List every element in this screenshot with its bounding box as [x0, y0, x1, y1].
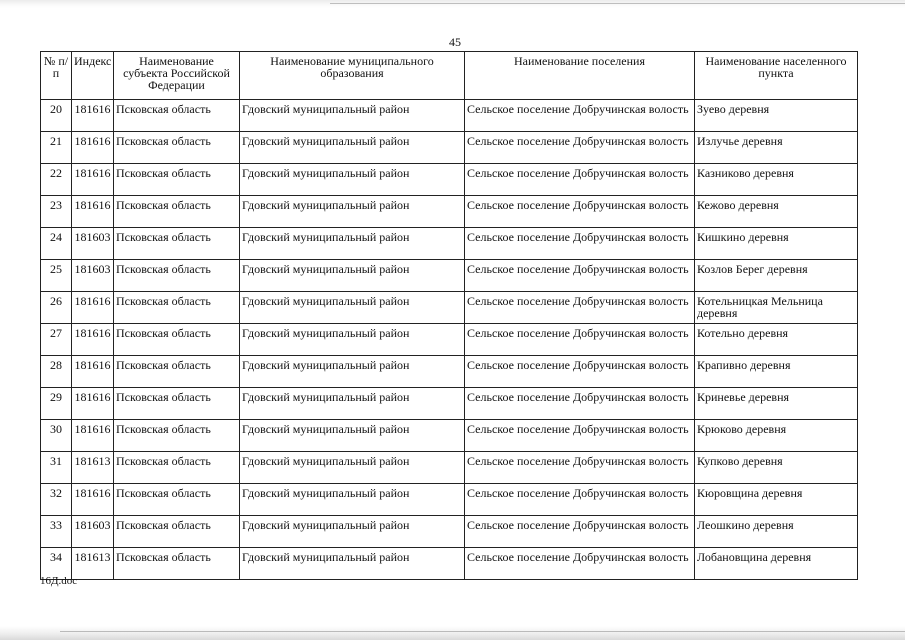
cell-number: 23 [41, 196, 72, 228]
header-municipality: Наименование муниципального образования [240, 52, 465, 100]
cell-settlement: Сельское поселение Добручинская волость [465, 292, 695, 324]
cell-region: Псковская область [114, 452, 240, 484]
cell-locality: Кишкино деревня [695, 228, 858, 260]
cell-locality: Кежово деревня [695, 196, 858, 228]
cell-settlement: Сельское поселение Добручинская волость [465, 356, 695, 388]
cell-region: Псковская область [114, 132, 240, 164]
table-row [41, 484, 858, 516]
cell-settlement: Сельское поселение Добручинская волость [465, 516, 695, 548]
cell-municipality: Гдовский муниципальный район [240, 292, 465, 324]
cell-settlement: Сельское поселение Добручинская волость [465, 484, 695, 516]
table-row [41, 260, 858, 292]
table-row [41, 356, 858, 388]
cell-locality: Купково деревня [695, 452, 858, 484]
cell-number: 33 [41, 516, 72, 548]
cell-settlement: Сельское поселение Добручинская волость [465, 452, 695, 484]
table-row [41, 452, 858, 484]
cell-locality: Лобановщина деревня [695, 548, 858, 580]
cell-region: Псковская область [114, 356, 240, 388]
cell-municipality: Гдовский муниципальный район [240, 164, 465, 196]
cell-locality: Крапивно деревня [695, 356, 858, 388]
cell-number: 26 [41, 292, 72, 324]
cell-region: Псковская область [114, 324, 240, 356]
cell-index: 181613 [72, 452, 114, 484]
cell-index: 181616 [72, 100, 114, 132]
cell-index: 181616 [72, 324, 114, 356]
cell-settlement: Сельское поселение Добручинская волость [465, 196, 695, 228]
cell-settlement: Сельское поселение Добручинская волость [465, 164, 695, 196]
cell-settlement: Сельское поселение Добручинская волость [465, 548, 695, 580]
cell-municipality: Гдовский муниципальный район [240, 356, 465, 388]
cell-municipality: Гдовский муниципальный район [240, 196, 465, 228]
cell-locality: Криневье деревня [695, 388, 858, 420]
table-row [41, 292, 858, 324]
cell-region: Псковская область [114, 420, 240, 452]
header-locality: Наименование населенного пункта [695, 52, 858, 100]
table-header-row [41, 52, 858, 100]
cell-region: Псковская область [114, 484, 240, 516]
cell-number: 24 [41, 228, 72, 260]
cell-settlement: Сельское поселение Добручинская волость [465, 132, 695, 164]
scan-edge-top [0, 0, 905, 8]
cell-index: 181613 [72, 548, 114, 580]
cell-region: Псковская область [114, 164, 240, 196]
cell-index: 181616 [72, 356, 114, 388]
cell-index: 181616 [72, 164, 114, 196]
cell-municipality: Гдовский муниципальный район [240, 228, 465, 260]
cell-index: 181616 [72, 420, 114, 452]
table-row [41, 196, 858, 228]
cell-number: 21 [41, 132, 72, 164]
cell-number: 22 [41, 164, 72, 196]
cell-locality: Котельницкая Мельница деревня [695, 292, 858, 324]
scan-edge-bottom [0, 626, 905, 640]
cell-municipality: Гдовский муниципальный район [240, 132, 465, 164]
cell-index: 181616 [72, 132, 114, 164]
settlement-table [40, 51, 858, 580]
table-row [41, 324, 858, 356]
cell-number: 28 [41, 356, 72, 388]
table-row [41, 516, 858, 548]
cell-region: Псковская область [114, 100, 240, 132]
cell-region: Псковская область [114, 548, 240, 580]
header-index: Индекс [72, 52, 114, 100]
cell-number: 32 [41, 484, 72, 516]
cell-region: Псковская область [114, 228, 240, 260]
cell-municipality: Гдовский муниципальный район [240, 548, 465, 580]
table-row [41, 100, 858, 132]
page-number: 45 [449, 35, 461, 49]
table-row [41, 132, 858, 164]
cell-region: Псковская область [114, 196, 240, 228]
header-number: № п/п [41, 52, 72, 100]
header-region: Наименование субъекта Российской Федерации [114, 52, 240, 100]
cell-locality: Кюровщина деревня [695, 484, 858, 516]
cell-number: 29 [41, 388, 72, 420]
cell-number: 20 [41, 100, 72, 132]
cell-locality: Котельно деревня [695, 324, 858, 356]
cell-index: 181616 [72, 484, 114, 516]
table-row [41, 164, 858, 196]
cell-locality: Излучье деревня [695, 132, 858, 164]
footer-filename: 16Д.doc [40, 575, 78, 587]
table-row [41, 228, 858, 260]
cell-number: 25 [41, 260, 72, 292]
cell-index: 181616 [72, 388, 114, 420]
cell-municipality: Гдовский муниципальный район [240, 452, 465, 484]
cell-municipality: Гдовский муниципальный район [240, 260, 465, 292]
cell-locality: Леошкино деревня [695, 516, 858, 548]
cell-municipality: Гдовский муниципальный район [240, 516, 465, 548]
cell-settlement: Сельское поселение Добручинская волость [465, 324, 695, 356]
cell-index: 181616 [72, 196, 114, 228]
cell-number: 27 [41, 324, 72, 356]
table-row [41, 548, 858, 580]
cell-number: 34 [41, 548, 72, 580]
cell-settlement: Сельское поселение Добручинская волость [465, 260, 695, 292]
cell-settlement: Сельское поселение Добручинская волость [465, 420, 695, 452]
cell-settlement: Сельское поселение Добручинская волость [465, 388, 695, 420]
cell-settlement: Сельское поселение Добручинская волость [465, 100, 695, 132]
cell-municipality: Гдовский муниципальный район [240, 420, 465, 452]
cell-index: 181603 [72, 228, 114, 260]
cell-index: 181616 [72, 292, 114, 324]
cell-locality: Крюково деревня [695, 420, 858, 452]
table-row [41, 388, 858, 420]
cell-number: 30 [41, 420, 72, 452]
cell-locality: Козлов Берег деревня [695, 260, 858, 292]
cell-municipality: Гдовский муниципальный район [240, 324, 465, 356]
table-row [41, 420, 858, 452]
cell-number: 31 [41, 452, 72, 484]
cell-settlement: Сельское поселение Добручинская волость [465, 228, 695, 260]
cell-municipality: Гдовский муниципальный район [240, 484, 465, 516]
cell-municipality: Гдовский муниципальный район [240, 100, 465, 132]
header-settlement: Наименование поселения [465, 52, 695, 100]
cell-region: Псковская область [114, 388, 240, 420]
cell-locality: Зуево деревня [695, 100, 858, 132]
cell-index: 181603 [72, 516, 114, 548]
cell-region: Псковская область [114, 292, 240, 324]
cell-region: Псковская область [114, 516, 240, 548]
cell-municipality: Гдовский муниципальный район [240, 388, 465, 420]
cell-locality: Казниково деревня [695, 164, 858, 196]
cell-index: 181603 [72, 260, 114, 292]
cell-region: Псковская область [114, 260, 240, 292]
